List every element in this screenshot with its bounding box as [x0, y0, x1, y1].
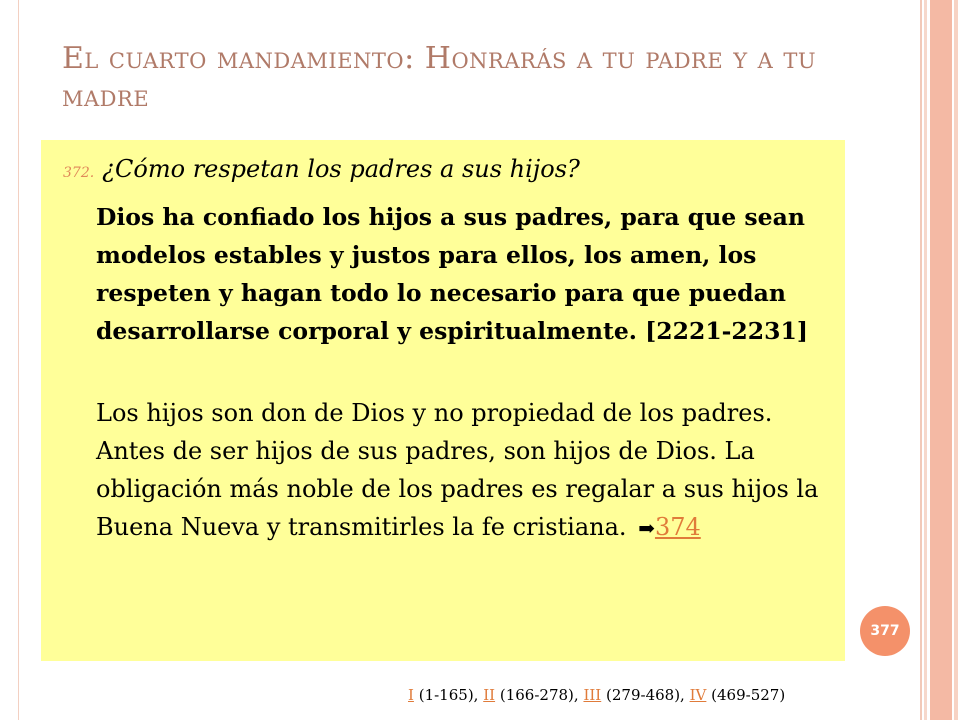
footer-range: (1-165), [418, 686, 479, 704]
footer-link-part-4[interactable]: IV [689, 686, 707, 704]
question-line [63, 154, 843, 188]
footer-range: (469-527) [711, 686, 786, 704]
arrow-right-icon: ➡ [638, 516, 655, 540]
page-number-badge: 377 [860, 606, 910, 656]
question-number: 372. [63, 165, 95, 181]
stripe [930, 0, 952, 720]
answer-bold-paragraph: Dios ha confiado los hijos a sus padres, para que sean modelos estables y justos para ellos, los amen, los respeten y hagan todo lo necesario para que puedan desarrollarse corporal y espiritualmente. [2221-2231] [96, 203, 808, 345]
content-box [41, 140, 845, 661]
footer-link-part-2[interactable]: II [483, 686, 496, 704]
footer-navigation [408, 686, 878, 704]
stripe [924, 0, 927, 720]
slide-title: El cuarto mandamiento: Honrarás a tu padre y a tu madre [62, 41, 817, 114]
stripe [954, 0, 958, 720]
footer-range: (166-278), [499, 686, 579, 704]
decorative-stripes [920, 0, 960, 720]
stripe [920, 0, 922, 720]
answer-plain-text: Los hijos son don de Dios y no propiedad de los padres. Antes de ser hijos de sus padres, son hijos de Dios. La obligación más noble de los padres es regalar a sus hijos la Buena Nueva y transmitirles la fe cristiana. [96, 399, 819, 541]
answer-plain-paragraph [96, 394, 836, 547]
left-border-line [18, 0, 19, 720]
footer-link-part-3[interactable]: III [583, 686, 602, 704]
footer-range: (279-468), [606, 686, 685, 704]
footer-link-part-1[interactable]: I [408, 686, 414, 704]
question-text: ¿Cómo respetan los padres a sus hijos? [102, 155, 580, 183]
cross-reference-link[interactable]: 374 [654, 513, 701, 541]
